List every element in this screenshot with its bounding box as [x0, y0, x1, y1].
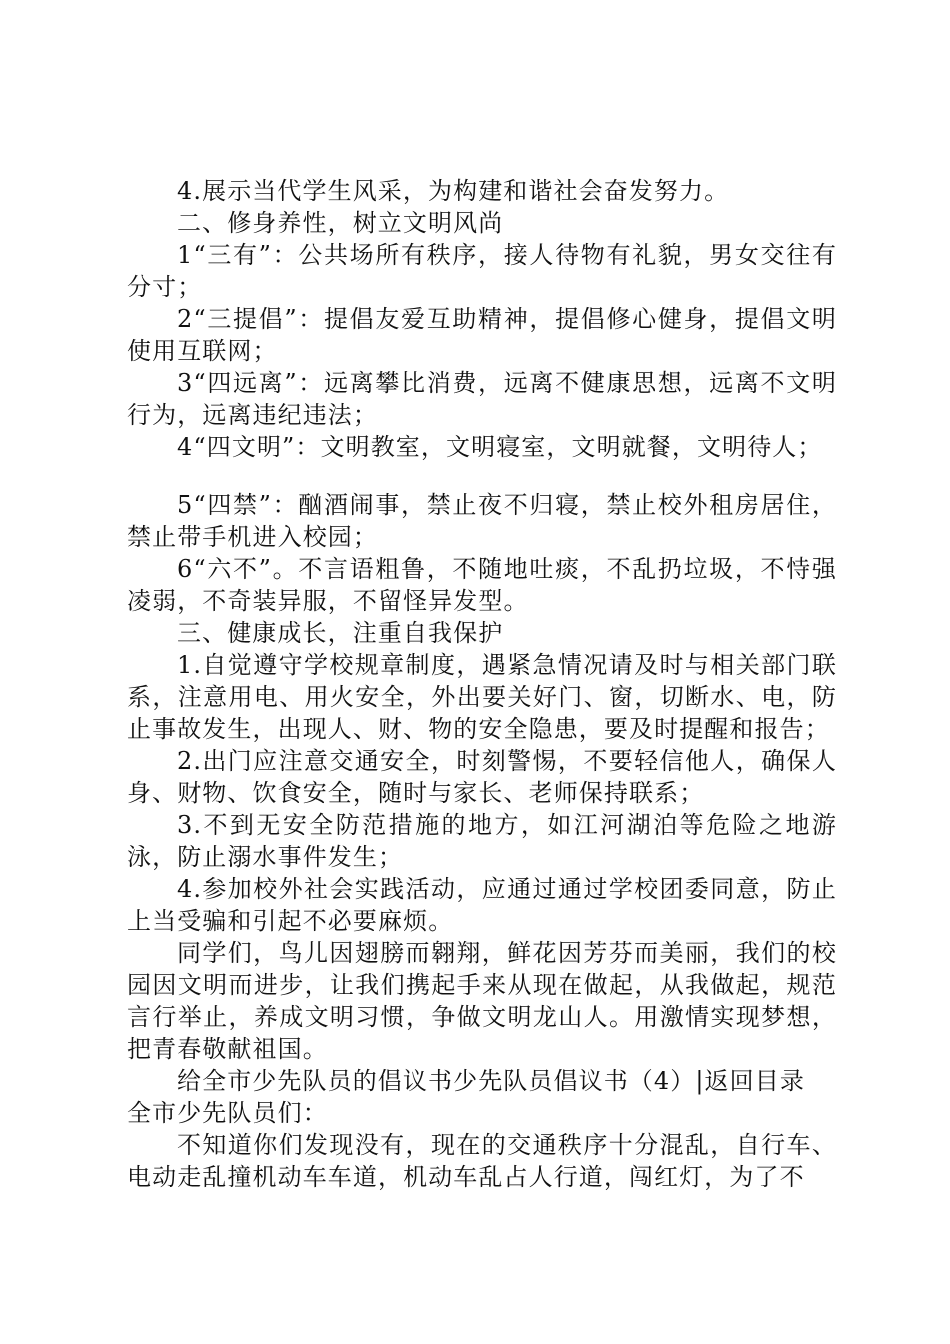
paragraph-safety-3: 3.不到无安全防范措施的地方，如江河湖泊等危险之地游泳，防止溺水事件发生； [127, 811, 837, 871]
document-page [127, 175, 837, 1193]
paragraph-liu-bu: 6“六不”。不言语粗鲁，不随地吐痰，不乱扔垃圾，不恃强凌弱，不奇装异服，不留怪异发型。 [127, 555, 837, 615]
paragraph-safety-2: 2.出门应注意交通安全，时刻警惕，不要轻信他人，确保人身、财物、饮食安全，随时与家长、老师保持联系； [127, 747, 837, 807]
paragraph-item-4: 4.展示当代学生风采，为构建和谐社会奋发努力。 [177, 177, 730, 205]
paragraph-safety-1: 1.自觉遵守学校规章制度，遇紧急情况请及时与相关部门联系，注意用电、用火安全，外出要关好门、窗，切断水、电，防止事故发生，出现人、财、物的安全隐患，要及时提醒和报告； [127, 651, 837, 743]
paragraph-san-you: 1“三有”：公共场所有秩序，接人待物有礼貌，男女交往有分寸； [127, 241, 837, 301]
paragraph-san-tichang: 2“三提倡”：提倡友爱互助精神，提倡修心健身，提倡文明使用互联网； [127, 305, 837, 365]
section-heading-2: 二、修身养性，树立文明风尚 [177, 209, 504, 237]
paragraph-si-yuanli: 3“四远离”：远离攀比消费，远离不健康思想，远离不文明行为，远离违纪违法； [127, 369, 837, 429]
toc-link-line[interactable]: 给全市少先队员的倡议书少先队员倡议书（4）|返回目录 [177, 1067, 805, 1095]
paragraph-safety-4: 4.参加校外社会实践活动，应通过通过学校团委同意，防止上当受骗和引起不必要麻烦。 [127, 875, 837, 935]
paragraph-closing: 同学们，鸟儿因翅膀而翱翔，鲜花因芳芬而美丽，我们的校园因文明而进步，让我们携起手来从现在做起，从我做起，规范言行举止，养成文明习惯，争做文明龙山人。用激情实现梦想，把青春敬献祖国。 [127, 939, 837, 1063]
paragraph-si-jin: 5“四禁”：酗酒闹事，禁止夜不归寝，禁止校外租房居住，禁止带手机进入校园； [127, 491, 837, 551]
section-heading-3: 三、健康成长，注重自我保护 [177, 619, 504, 647]
paragraph-si-wenming: 4“四文明”：文明教室，文明寝室，文明就餐，文明待人； [177, 433, 823, 461]
paragraph-traffic: 不知道你们发现没有，现在的交通秩序十分混乱，自行车、电动走乱撞机动车车道，机动车乱占人行道，闯红灯，为了不 [127, 1131, 837, 1191]
salutation: 全市少先队员们： [127, 1099, 328, 1127]
